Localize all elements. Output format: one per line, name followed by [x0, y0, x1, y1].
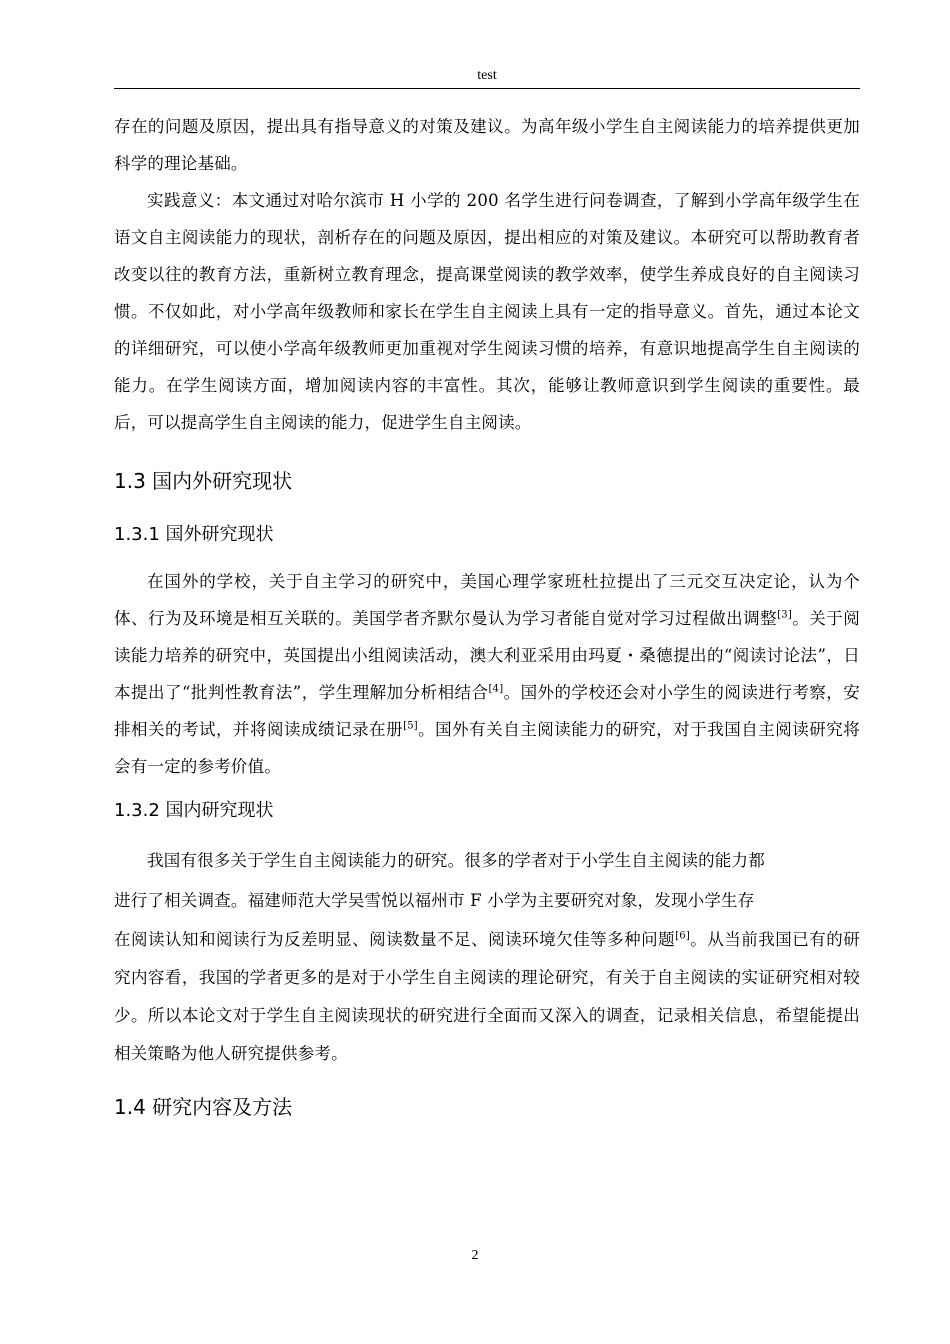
paragraph-intro-continued: 存在的问题及原因，提出具有指导意义的对策及建议。为高年级小学生自主阅读能力的培养提供更加科学的理论基础。 [114, 117, 860, 173]
section-heading-1-3-2: 1.3.2 国内研究现状 [114, 800, 274, 821]
section-heading-1-4: 1.4 研究内容及方法 [114, 1095, 293, 1119]
page-body [114, 108, 860, 1127]
paragraph-practical-significance: 实践意义：本文通过对哈尔滨市 H 小学的 200 名学生进行问卷调查，了解到小学高年级学生在语文自主阅读能力的现状，剖析存在的问题及原因，提出相应的对策及建议。本研究可以帮助教育者改变以往的教育方法，重新树立教育理念，提高课堂阅读的教学效率，使学生养成良好的自主阅读习惯。不仅如此，对小学高年级教师和家长在学生自主阅读上具有一定的指导意义。首先，通过本论文的详细研究，可以使小学高年级教师更加重视对学生阅读习惯的培养，有意识地提高学生自主阅读的能力。在学生阅读方面，增加阅读内容的丰富性。其次，能够让教师意识到学生阅读的重要性。最后，可以提高学生自主阅读的能力，促进学生自主阅读。 [114, 191, 860, 432]
foreign-text-3: 。国外的学校还会对小学生的阅读进行考察，安排相关的考试，并将阅读成绩记录在册 [114, 683, 860, 739]
header-title: test [477, 68, 497, 83]
page-number: 2 [471, 1248, 479, 1263]
domestic-text-rest [114, 921, 860, 1073]
domestic-text-3: 在阅读认知和阅读行为反差明显、阅读数量不足、阅读环境欠佳等多种问题 [114, 930, 676, 949]
foreign-text-2: 。关于阅读能力培养的研究中，英国提出小组阅读活动，澳大利亚采用由玛夏・桑德提出的“阅读讨论法”，日本提出了“批判性教育法”，学生理解加分析相结合 [114, 609, 860, 702]
page-header [114, 66, 860, 89]
paragraph-domestic-research [114, 841, 860, 1073]
citation-5: [5] [403, 720, 418, 732]
citation-4: [4] [488, 683, 504, 695]
citation-6: [6] [675, 930, 690, 942]
domestic-line-2: 进行了相关调查。福建师范大学吴雪悦以福州市 F 小学为主要研究对象，发现小学生存 [114, 891, 755, 910]
citation-3: [3] [777, 609, 792, 621]
foreign-text-1: 在国外的学校，关于自主学习的研究中，美国心理学家班杜拉提出了三元交互决定论，认为个体、行为及环境是相互关联的。美国学者齐默尔曼认为学习者能自觉对学习过程做出调整 [114, 572, 860, 628]
paragraph-foreign-research [114, 563, 860, 785]
foreign-text-4: 。国外有关自主阅读能力的研究，对于我国自主阅读研究将会有一定的参考价值。 [114, 720, 860, 776]
domestic-text-4: 。从当前我国已有的研究内容看，我国的学者更多的是对于小学生自主阅读的理论研究，有关于自主阅读的实证研究相对较少。所以本论文对于学生自主阅读现状的研究进行全面而又深入的调查，记录相关信息，希望能提出相关策略为他人研究提供参考。 [114, 930, 861, 1063]
section-heading-1-3-1: 1.3.1 国外研究现状 [114, 524, 274, 545]
section-heading-1-3: 1.3 国内外研究现状 [114, 469, 293, 493]
domestic-line-1: 我国有很多关于学生自主阅读能力的研究。很多的学者对于小学生自主阅读的能力都 [147, 851, 765, 870]
